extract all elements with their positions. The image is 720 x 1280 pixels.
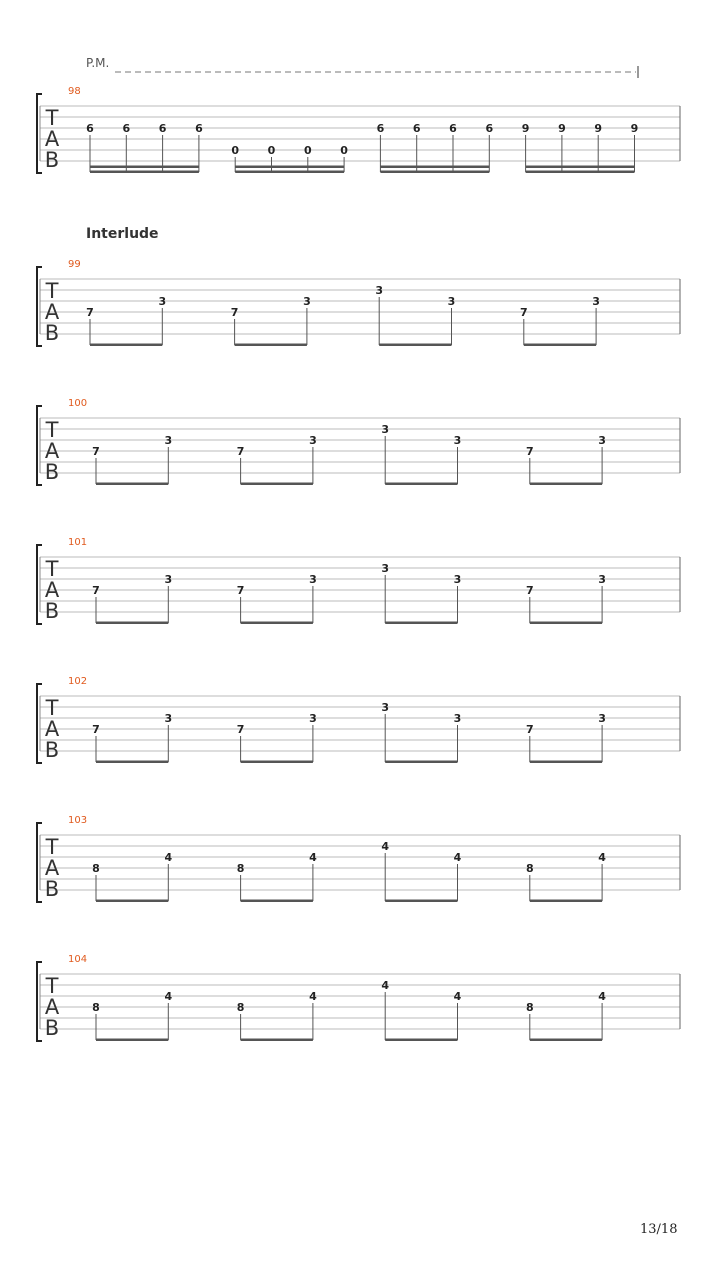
fret-number: 8: [236, 862, 245, 875]
fret-number: 7: [230, 306, 239, 319]
beam: [96, 761, 168, 764]
beam: [235, 171, 344, 174]
fret-number: 4: [309, 990, 317, 1003]
fret-number: 3: [598, 434, 606, 447]
beam: [530, 483, 602, 486]
fret-number: 7: [525, 584, 534, 597]
tab-staff: [37, 259, 680, 346]
measure-number: 99: [68, 259, 81, 270]
fret-number: 6: [86, 122, 94, 135]
tab-clef-letter: B: [44, 1016, 60, 1040]
beam: [380, 171, 489, 174]
tab-clef-letter: T: [45, 696, 59, 720]
measure-number: 104: [68, 954, 88, 965]
fret-number: 3: [381, 562, 390, 575]
beam: [530, 1039, 602, 1042]
tab-clef-letter: A: [44, 300, 60, 324]
fret-number: 3: [303, 295, 311, 308]
fret-number: 7: [525, 723, 534, 736]
beam: [90, 166, 199, 169]
fret-number: 8: [525, 862, 534, 875]
fret-number: 7: [92, 445, 100, 458]
fret-number: 3: [158, 295, 167, 308]
beam: [96, 483, 168, 486]
fret-number: 3: [453, 434, 462, 447]
fret-number: 9: [558, 122, 566, 135]
fret-number: 7: [525, 445, 534, 458]
beam: [385, 900, 457, 903]
beam: [241, 1039, 313, 1042]
fret-number: 6: [122, 122, 131, 135]
fret-number: 7: [236, 723, 245, 736]
beam: [380, 166, 489, 169]
fret-number: 3: [447, 295, 456, 308]
fret-number: 3: [164, 573, 173, 586]
fret-number: 3: [592, 295, 600, 308]
fret-number: 3: [453, 712, 462, 725]
fret-number: 6: [158, 122, 167, 135]
fret-number: 4: [309, 851, 317, 864]
beam: [379, 344, 451, 347]
fret-number: 4: [598, 990, 606, 1003]
fret-number: 0: [340, 144, 348, 157]
tab-clef-letter: B: [44, 877, 60, 901]
tab-staff: [37, 954, 680, 1041]
fret-number: 8: [525, 1001, 534, 1014]
beam: [235, 166, 344, 169]
fret-number: 4: [381, 979, 390, 992]
measure-number: 98: [68, 86, 81, 97]
beam: [96, 900, 168, 903]
fret-number: 7: [86, 306, 94, 319]
fret-number: 6: [449, 122, 457, 135]
page-number: 13/18: [640, 1222, 678, 1237]
fret-number: 7: [236, 584, 245, 597]
fret-number: 3: [309, 712, 317, 725]
fret-number: 7: [519, 306, 528, 319]
fret-number: 4: [381, 840, 390, 853]
tab-staff: [37, 676, 680, 763]
fret-number: 4: [164, 851, 173, 864]
fret-number: 3: [381, 701, 390, 714]
fret-number: 4: [453, 851, 462, 864]
tab-clef-letter: B: [44, 599, 60, 623]
beam: [241, 483, 313, 486]
fret-number: 0: [231, 144, 240, 157]
measure-number: 103: [68, 815, 88, 826]
fret-number: 6: [195, 122, 203, 135]
palm-mute-extension: [115, 66, 638, 78]
fret-number: 8: [92, 862, 100, 875]
beam: [385, 761, 457, 764]
fret-number: 7: [236, 445, 245, 458]
beam: [235, 344, 307, 347]
fret-number: 8: [236, 1001, 245, 1014]
beam: [385, 1039, 457, 1042]
beam: [385, 622, 457, 625]
beam: [241, 622, 313, 625]
fret-number: 4: [453, 990, 462, 1003]
tab-clef-letter: A: [44, 717, 60, 741]
fret-number: 3: [309, 434, 317, 447]
fret-number: 3: [164, 712, 173, 725]
fret-number: 7: [92, 584, 100, 597]
tab-clef-letter: B: [44, 321, 60, 345]
measure-number: 101: [68, 537, 88, 548]
fret-number: 3: [598, 712, 606, 725]
fret-number: 4: [164, 990, 173, 1003]
beam: [241, 761, 313, 764]
fret-number: 7: [92, 723, 100, 736]
fret-number: 9: [594, 122, 603, 135]
fret-number: 0: [267, 144, 276, 157]
tab-clef-letter: T: [45, 557, 59, 581]
beam: [524, 344, 596, 347]
fret-number: 6: [412, 122, 421, 135]
measure-number: 102: [68, 676, 88, 687]
beam: [385, 483, 457, 486]
fret-number: 9: [521, 122, 530, 135]
tab-clef-letter: A: [44, 439, 60, 463]
fret-number: 6: [376, 122, 385, 135]
tab-clef-letter: A: [44, 856, 60, 880]
beam: [90, 171, 199, 174]
tab-clef-letter: A: [44, 127, 60, 151]
beam: [96, 622, 168, 625]
fret-number: 3: [164, 434, 173, 447]
tab-clef-letter: A: [44, 995, 60, 1019]
fret-number: 0: [303, 144, 312, 157]
beam: [530, 761, 602, 764]
tab-staff: [37, 537, 680, 624]
fret-number: 3: [598, 573, 606, 586]
tab-clef-letter: T: [45, 106, 59, 130]
tab-clef-letter: T: [45, 835, 59, 859]
fret-number: 6: [485, 122, 494, 135]
beam: [530, 622, 602, 625]
fret-number: 8: [92, 1001, 100, 1014]
beam: [241, 900, 313, 903]
beam: [526, 171, 635, 174]
tab-clef-letter: B: [44, 738, 60, 762]
section-label: Interlude: [86, 226, 159, 242]
beam: [90, 344, 162, 347]
fret-number: 3: [381, 423, 390, 436]
tab-clef-letter: B: [44, 148, 60, 172]
fret-number: 3: [453, 573, 462, 586]
tab-clef-letter: A: [44, 578, 60, 602]
palm-mute-label: P.M.: [86, 56, 110, 70]
fret-number: 3: [375, 284, 384, 297]
tab-clef-letter: T: [45, 418, 59, 442]
beam: [530, 900, 602, 903]
beam: [526, 166, 635, 169]
measure-number: 100: [68, 398, 88, 409]
fret-number: 9: [630, 122, 639, 135]
tab-staff: [37, 398, 680, 485]
beam: [96, 1039, 168, 1042]
tab-clef-letter: T: [45, 279, 59, 303]
tab-staff: [37, 86, 680, 173]
fret-number: 4: [598, 851, 606, 864]
fret-number: 3: [309, 573, 317, 586]
tab-clef-letter: B: [44, 460, 60, 484]
tab-staff: [37, 815, 680, 902]
tab-clef-letter: T: [45, 974, 59, 998]
